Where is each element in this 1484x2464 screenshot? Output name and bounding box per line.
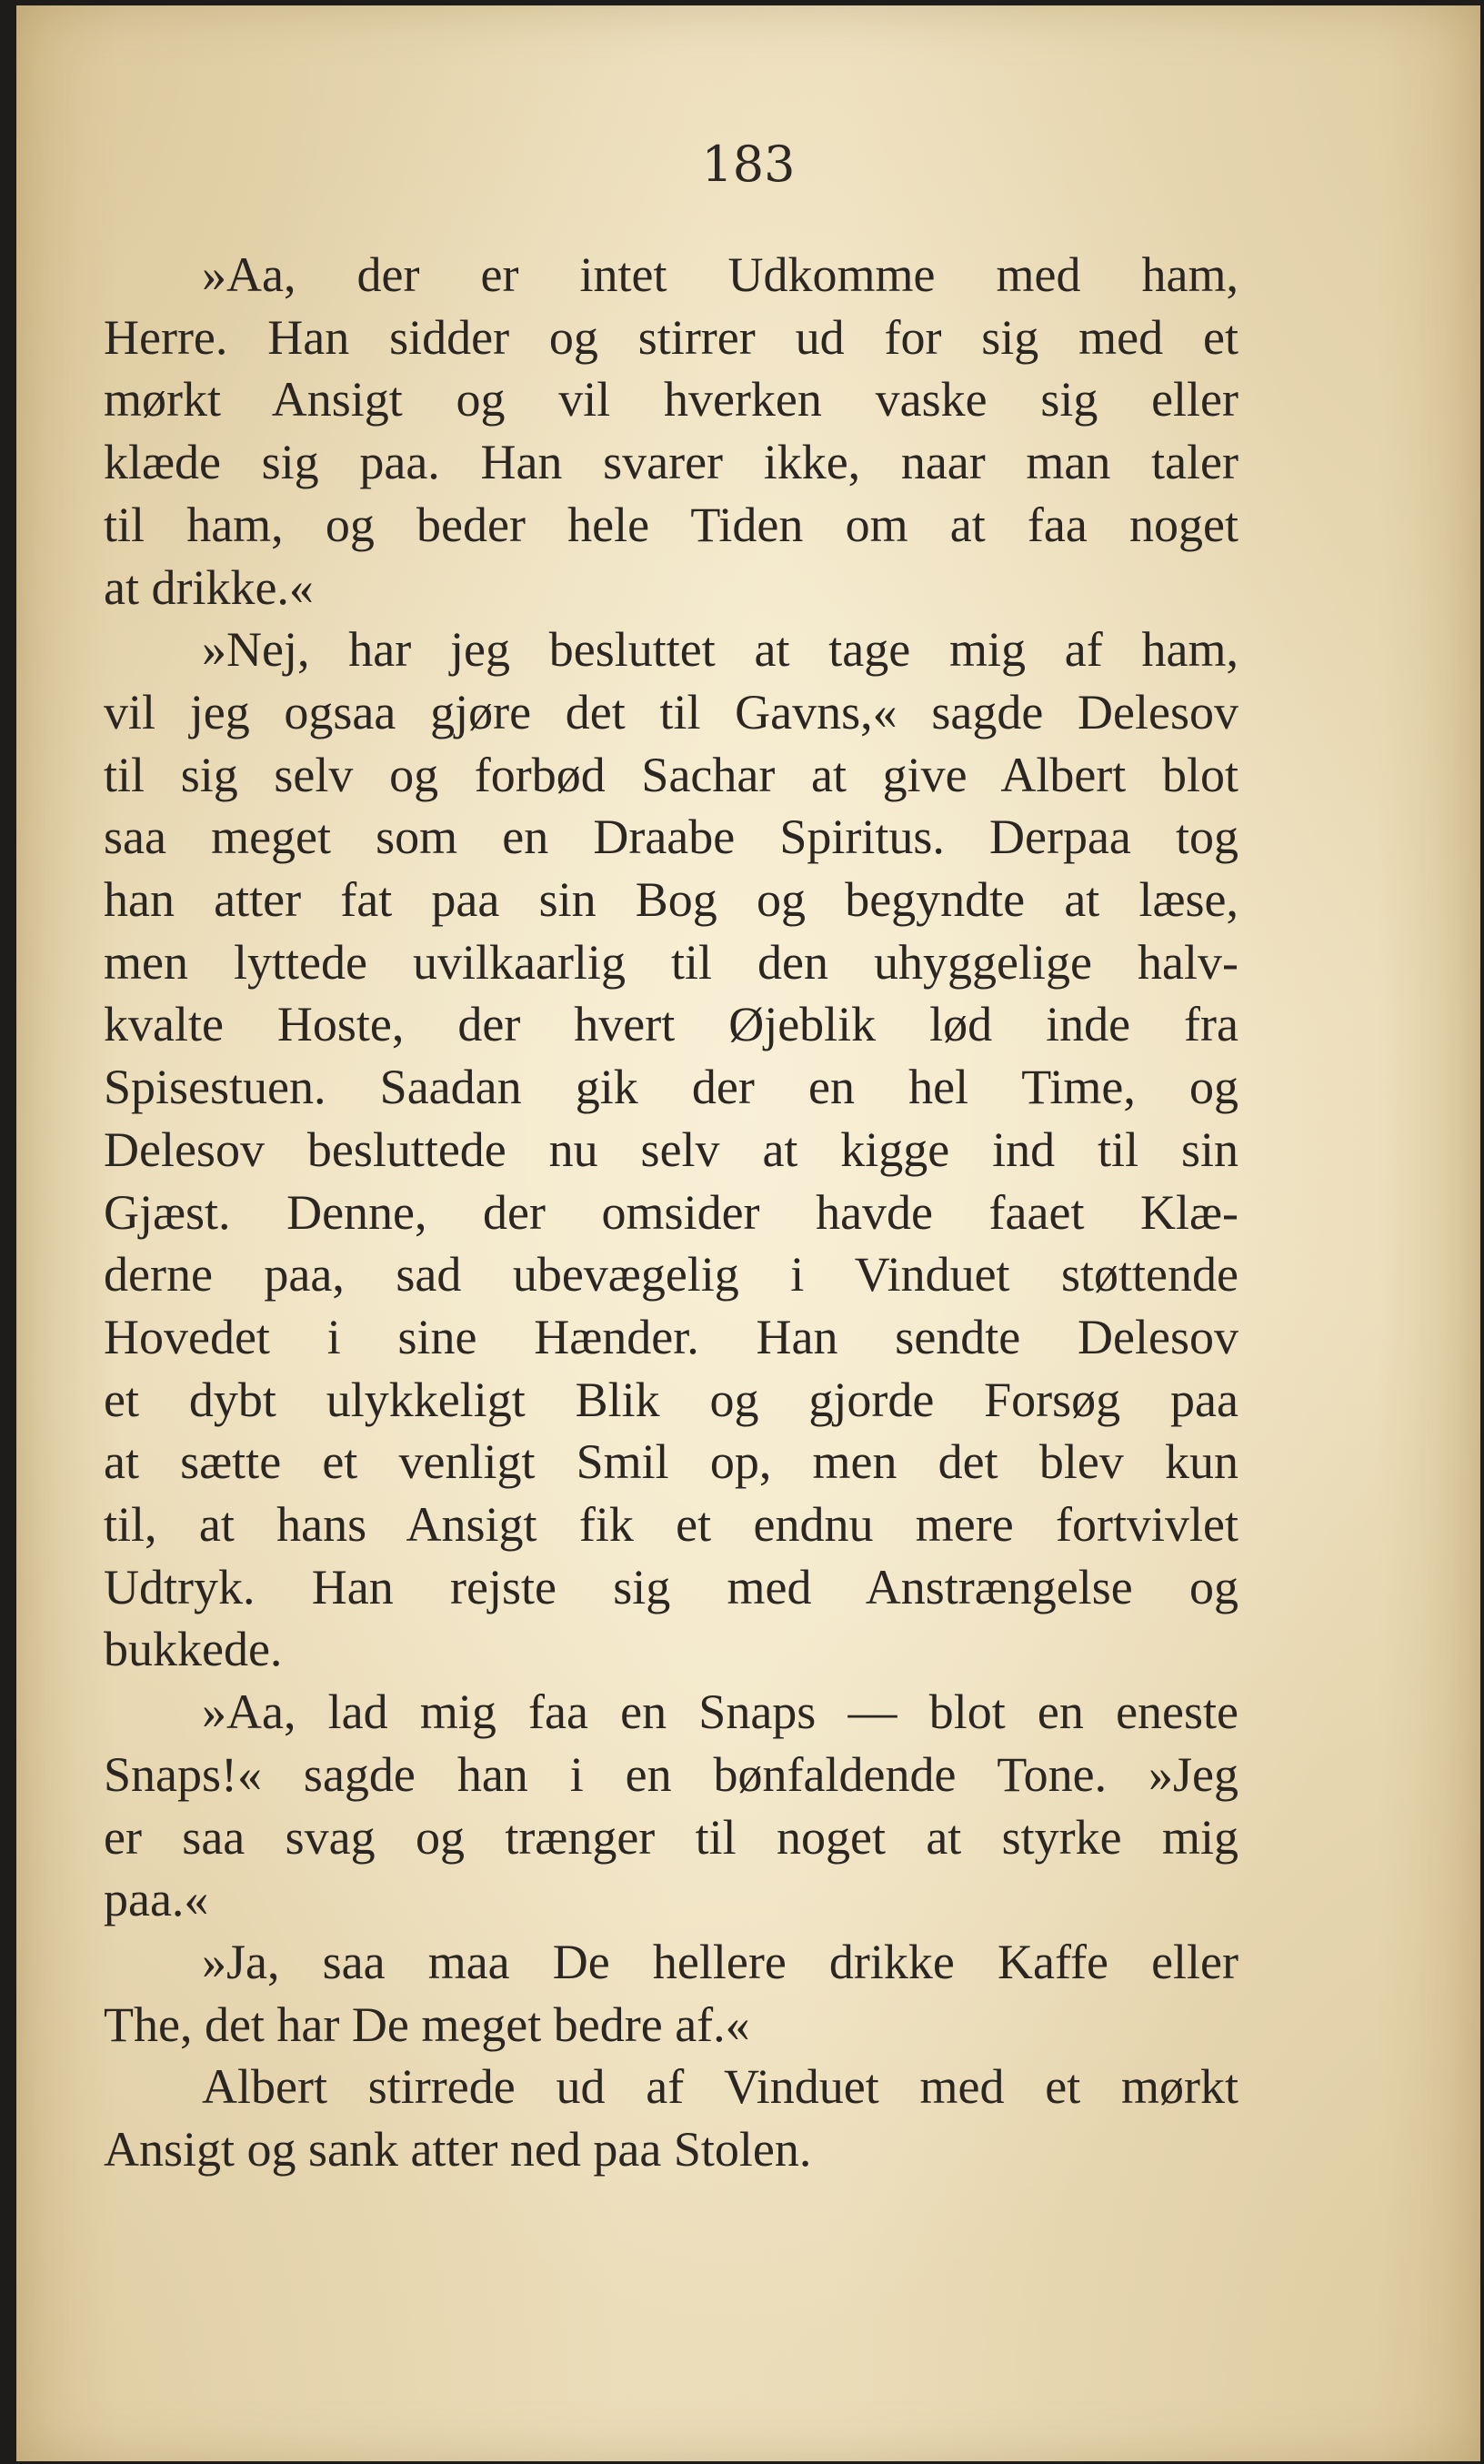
text-line: »Aa, lad mig faa en Snaps — blot en eneste: [202, 1685, 1238, 1740]
text-line: »Ja, saa maa De hellere drikke Kaffe eller: [202, 1934, 1238, 1989]
paragraph: [104, 244, 1238, 619]
text-line: Hovedet i sine Hænder. Han sendte Delesov: [104, 1309, 1238, 1364]
paragraph: [104, 1931, 1238, 2056]
text-line: til ham, og beder hele Tiden om at faa noget: [104, 497, 1238, 552]
text-line: Albert stirrede ud af Vinduet med et mørkt: [202, 2059, 1238, 2115]
text-line: han atter fat paa sin Bog og begyndte at læse,: [104, 872, 1238, 928]
text-line: til, at hans Ansigt fik et endnu mere fortvivlet: [104, 1497, 1238, 1553]
body-text: [104, 244, 1238, 2181]
text-line: er saa svag og trænger til noget at styrke mig: [104, 1809, 1238, 1865]
text-line: kvalte Hoste, der hvert Øjeblik lød inde fra: [104, 997, 1238, 1052]
text-line: Herre. Han sidder og stirrer ud for sig med et: [104, 309, 1238, 365]
text-line: til sig selv og forbød Sachar at give Albert blot: [104, 747, 1238, 802]
text-line: men lyttede uvilkaarlig til den uhyggelige halv-: [104, 934, 1238, 990]
text-line: vil jeg ogsaa gjøre det til Gavns,« sagde Delesov: [104, 684, 1238, 739]
text-line: »Aa, der er intet Udkomme med ham,: [202, 247, 1238, 302]
text-line: Udtryk. Han rejste sig med Anstrængelse og: [104, 1559, 1238, 1614]
text-line: The, det har De meget bedre af.«: [104, 1996, 750, 2052]
paragraph: [104, 1681, 1238, 1931]
text-line: Ansigt og sank atter ned paa Stolen.: [104, 2122, 812, 2177]
text-line: Delesov besluttede nu selv at kigge ind til sin: [104, 1121, 1238, 1177]
text-line: at drikke.«: [104, 559, 314, 615]
text-line: saa meget som en Draabe Spiritus. Derpaa tog: [104, 810, 1238, 865]
text-line: bukkede.: [104, 1622, 283, 1677]
paragraph: [104, 2056, 1238, 2180]
paragraph: [104, 619, 1238, 1681]
text-line: mørkt Ansigt og vil hverken vaske sig eller: [104, 372, 1238, 427]
text-line: Snaps!« sagde han i en bønfaldende Tone. »Jeg: [104, 1746, 1238, 1802]
text-line: at sætte et venligt Smil op, men det blev kun: [104, 1434, 1238, 1490]
text-line: paa.«: [104, 1872, 209, 1927]
text-line: Gjæst. Denne, der omsider havde faaet Klæ-: [104, 1184, 1238, 1240]
book-page: [16, 5, 1480, 2461]
text-line: Spisestuen. Saadan gik der en hel Time, og: [104, 1060, 1238, 1115]
text-line: derne paa, sad ubevægelig i Vinduet støttende: [104, 1247, 1238, 1302]
text-line: klæde sig paa. Han svarer ikke, naar man taler: [104, 435, 1238, 490]
page-number: 183: [701, 136, 796, 193]
text-line: »Nej, har jeg besluttet at tage mig af ham,: [202, 622, 1238, 678]
text-line: et dybt ulykkeligt Blik og gjorde Forsøg paa: [104, 1372, 1238, 1427]
